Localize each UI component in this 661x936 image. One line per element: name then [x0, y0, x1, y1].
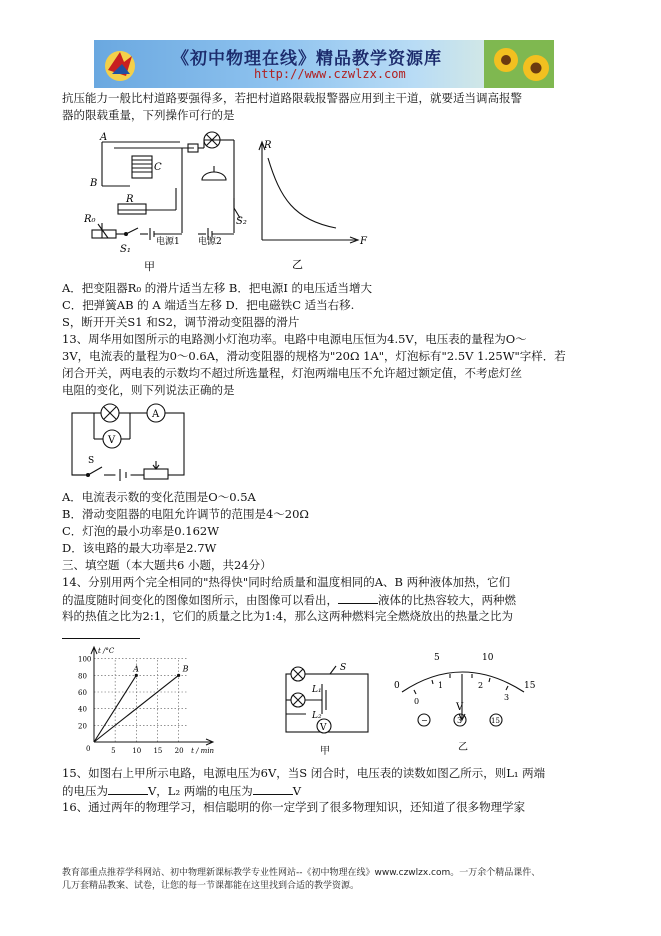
option-ab: A．把变阻器R₀ 的滑片适当左移 B．把电源Ⅰ 的电压适当增大: [62, 281, 373, 295]
label-a: A: [100, 132, 108, 143]
banner-url[interactable]: http://www.czwlzx.com: [254, 67, 406, 81]
terminal-15: 15: [491, 717, 500, 725]
answer-blank-l2[interactable]: [253, 783, 293, 795]
x-tick-label: 15: [153, 747, 163, 755]
q15-line: [62, 783, 301, 799]
footer-line: 几万套精品教案、试卷，让您的每一节课都能在这里找到合适的教学资源。: [62, 881, 360, 891]
answer-blank-l1[interactable]: [108, 783, 148, 795]
origin-label: 0: [86, 745, 91, 753]
header-banner: [94, 40, 554, 88]
text-line: 抗压能力一般比村道路要强得多，若把村道路限载报警器应用到主干道，就要适当调高报警: [62, 91, 522, 105]
voltmeter-dial: [392, 646, 542, 756]
lamp-power-circuit: [66, 399, 196, 485]
dial-inner-0: 0: [414, 697, 420, 706]
dial-inner-1: 1: [438, 681, 444, 690]
caption-jia: 甲: [144, 260, 155, 273]
q14-line: 14、分别用两个完全相同的"热得快"同时给质量和温度相同的A、B 两种液体加热，它们: [62, 575, 511, 589]
label-s1: S₁: [120, 244, 131, 255]
y-tick-label: 20: [78, 722, 87, 731]
terminal-minus: −: [421, 716, 428, 725]
x-axis-label: t / min: [191, 747, 215, 755]
option-cd: C．把弹簧AB 的 A 端适当左移 D．把电磁铁C 适当右移.: [62, 298, 355, 312]
site-logo-icon: [100, 44, 140, 84]
graph-ylabel: R: [264, 140, 272, 151]
dial-unit: V: [456, 702, 464, 713]
y-tick-label: 60: [78, 689, 87, 697]
q14-line: 料的热值之比为2:1，它们的质量之比为1:4，那么这两种燃料完全燃烧放出的热量之比为: [62, 609, 514, 623]
text-line: 器的限载重量，下列操作可行的是: [62, 108, 235, 122]
dial-top-5: 5: [434, 653, 440, 663]
terminal-3: 3: [457, 716, 463, 725]
x-tick-label: 5: [111, 747, 116, 755]
q13-line: 闭合开关，两电表的示数均不超过所选量程，灯泡两端电压不允许超过额定值，不考虑灯丝: [62, 366, 522, 380]
q13-line: 3V，电流表的量程为0～0.6A，滑动变阻器的规格为"20Ω 1A"，灯泡标有"2.5V 1.25W"字样．若: [62, 349, 566, 363]
option-13d: D．该电路的最大功率是2.7W: [62, 541, 217, 555]
q15-text: V: [292, 784, 302, 798]
label-b: B: [90, 178, 98, 189]
q16-line: 16、通过两年的物理学习，相信聪明的你一定学到了很多物理知识，还知道了很多物理学家: [62, 800, 526, 814]
voltmeter-label: V: [320, 723, 327, 733]
sunflower-decoration-icon: [484, 40, 554, 88]
q14-line: [62, 592, 516, 608]
alarm-circuit-figure: [84, 128, 384, 278]
option-13c: C．灯泡的最小功率是0.162W: [62, 524, 220, 538]
temperature-time-chart: [66, 644, 216, 758]
switch-s-label: S: [340, 663, 347, 673]
dial-inner-3: 3: [504, 693, 510, 702]
caption-yi: 乙: [458, 742, 468, 753]
answer-blank[interactable]: [338, 592, 378, 604]
answer-underline[interactable]: [62, 638, 140, 639]
q15-line: 15、如图右上甲所示电路，电源电压为6V，当S 闭合时，电压表的读数如图乙所示，则L₁ 两端: [62, 766, 546, 780]
voltmeter-label: V: [108, 435, 116, 446]
text-line: S，断开开关S1 和S2，调节滑动变阻器的滑片: [62, 315, 300, 329]
q13-line: 电阻的变化，则下列说法正确的是: [62, 383, 235, 397]
graph-xlabel: F: [360, 236, 367, 247]
label-r: R: [126, 194, 134, 205]
q14-text: 的温度随时间变化的图像如图所示，由图像可以看出，: [62, 593, 338, 607]
x-tick-label: 10: [132, 747, 142, 755]
q15-text: 的电压为: [62, 784, 108, 798]
caption-yi: 乙: [292, 258, 303, 271]
section-heading: 三、填空题（本大题共6 小题，共24分）: [62, 558, 272, 572]
series-label-a: A: [133, 664, 140, 674]
option-13b: B．滑动变阻器的电阻允许调节的范围是4～20Ω: [62, 507, 309, 521]
q13-line: 13、周华用如图所示的电路测小灯泡功率。电路中电源电压恒为4.5V，电压表的量程为O～: [62, 332, 527, 346]
option-13a: A．电流表示数的变化范围是O～0.5A: [62, 490, 256, 504]
y-tick-label: 40: [78, 705, 87, 714]
label-source1: 电源1: [156, 237, 180, 247]
y-tick-label: 100: [78, 655, 92, 664]
y-axis-label: t /°C: [98, 647, 115, 655]
series-point-a: [135, 674, 138, 677]
label-c: C: [154, 162, 162, 173]
series-label-b: B: [182, 664, 189, 674]
footer-line: 教育部重点推荐学科网站、初中物理新课标教学专业性网站--《初中物理在线》www.czwlzx.com。一万余个精品课件、: [62, 868, 541, 878]
switch-label: S: [88, 456, 95, 466]
q15-text: V，L₂ 两端的电压为: [148, 784, 253, 798]
series-circuit-figure: [282, 662, 374, 758]
caption-jia: 甲: [320, 746, 330, 757]
dial-inner-2: 2: [478, 681, 484, 690]
label-r0: R₀: [84, 214, 96, 225]
label-source2: 电源2: [198, 237, 222, 247]
lamp-l1-label: L₁: [312, 685, 322, 695]
y-tick-label: 80: [78, 672, 87, 681]
q14-text: 液体的比热容较大，两种燃: [378, 593, 516, 607]
label-s2: S₂: [236, 216, 247, 227]
dial-top-10: 10: [482, 653, 494, 663]
banner-title: 《初中物理在线》精品教学资源库: [172, 49, 442, 69]
page-footer: [62, 867, 540, 893]
dial-end-15: 15: [524, 681, 536, 691]
dial-end-0: 0: [394, 681, 400, 691]
ammeter-label: A: [152, 409, 160, 420]
series-point-b: [177, 674, 180, 677]
lamp-l2-label: L₂: [312, 711, 322, 721]
x-tick-label: 20: [174, 747, 184, 755]
